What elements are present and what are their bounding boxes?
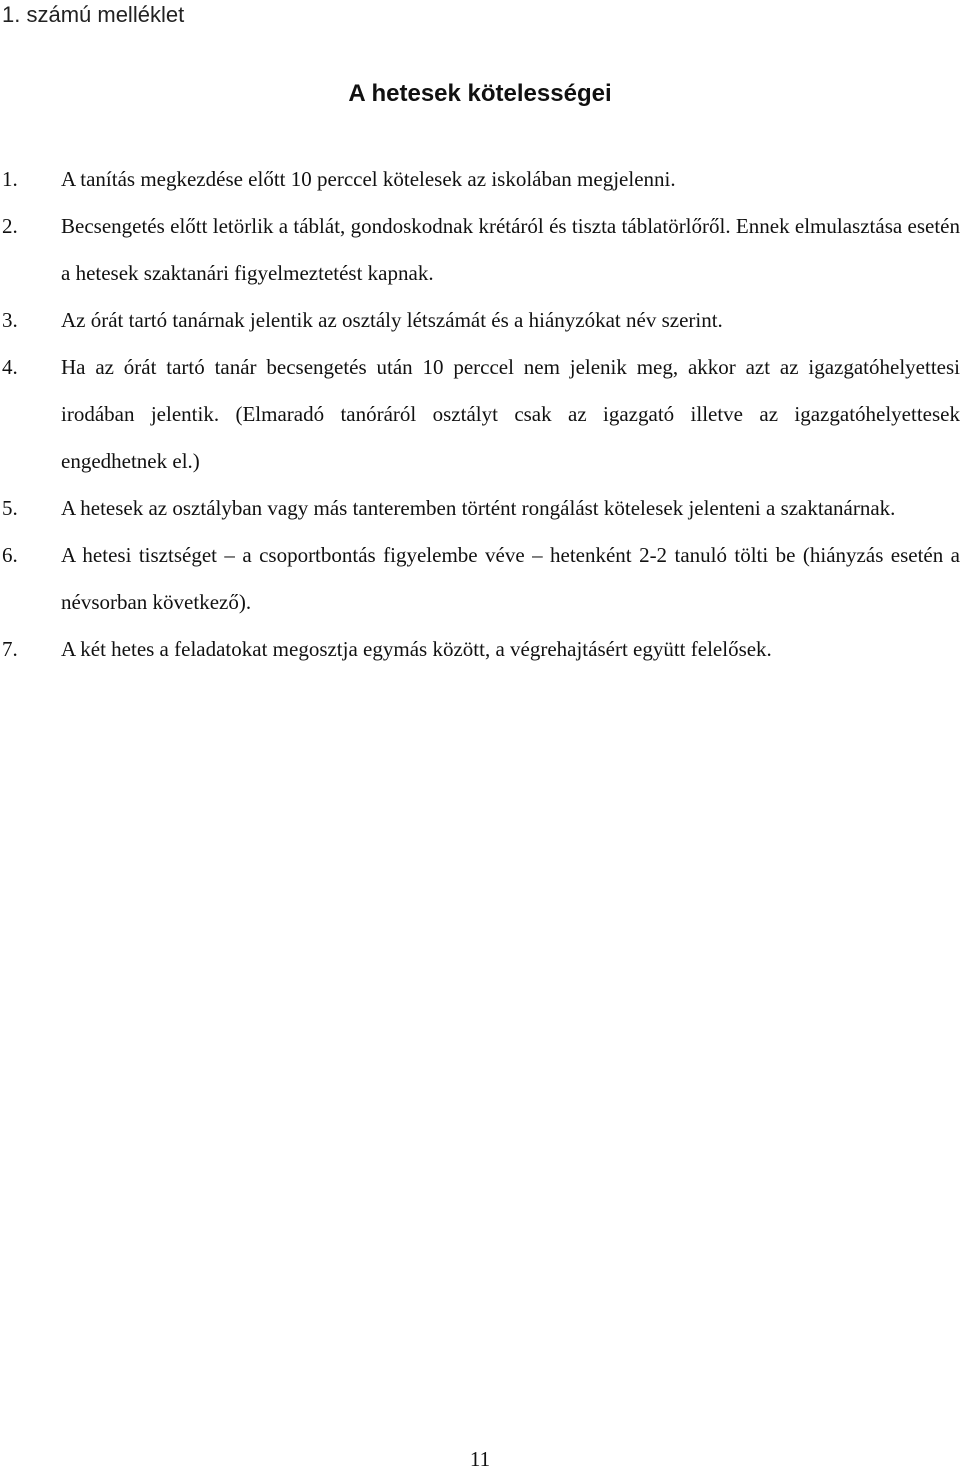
list-item-text: A hetesek az osztályban vagy más tanteremben történt rongálást kötelesek jelenteni a szaktanárnak. (61, 496, 896, 520)
list-item-number: 2. (2, 214, 18, 238)
list-item (0, 297, 960, 344)
annex-label: 1. számú melléklet (2, 2, 185, 27)
list-item-number: 5. (2, 496, 18, 520)
list-item-number: 3. (2, 308, 18, 332)
list-item (0, 485, 960, 532)
list-item-text: A hetesi tisztséget – a csoportbontás figyelembe véve – hetenként 2-2 tanuló tölti be (hiányzás esetén a névsorban következő). (61, 543, 960, 614)
list-item-text: A két hetes a feladatokat megosztja egymás között, a végrehajtásért együtt felelősek. (61, 637, 772, 661)
list-item (0, 626, 960, 673)
list-item (0, 532, 960, 626)
list-item-text: A tanítás megkezdése előtt 10 perccel kötelesek az iskolában megjelenni. (61, 167, 676, 191)
list-item-text: Becsengetés előtt letörlik a táblát, gondoskodnak krétáról és tiszta táblatörlőről. Ennek elmulasztása esetén a hetesek szaktanári figyelmeztetést kapnak. (61, 214, 960, 285)
list-item-number: 6. (2, 543, 18, 567)
list-item-text: Az órát tartó tanárnak jelentik az osztály létszámát és a hiányzókat név szerint. (61, 308, 723, 332)
list-item (0, 344, 960, 485)
duties-list (0, 156, 960, 673)
list-item (0, 203, 960, 297)
list-item-number: 4. (2, 355, 18, 379)
list-item (0, 156, 960, 203)
list-item-text: Ha az órát tartó tanár becsengetés után 10 perccel nem jelenik meg, akkor azt az igazgatóhelyettesi irodában jelentik. (Elmaradó tanóráról osztályt csak az igazgató illetve az igazgatóhelyettesek engedhetnek el.) (61, 355, 960, 473)
document-title: A hetesek kötelességei (348, 80, 612, 107)
page-number: 11 (469, 1447, 491, 1471)
list-item-number: 1. (2, 167, 18, 191)
list-item-number: 7. (2, 637, 18, 661)
